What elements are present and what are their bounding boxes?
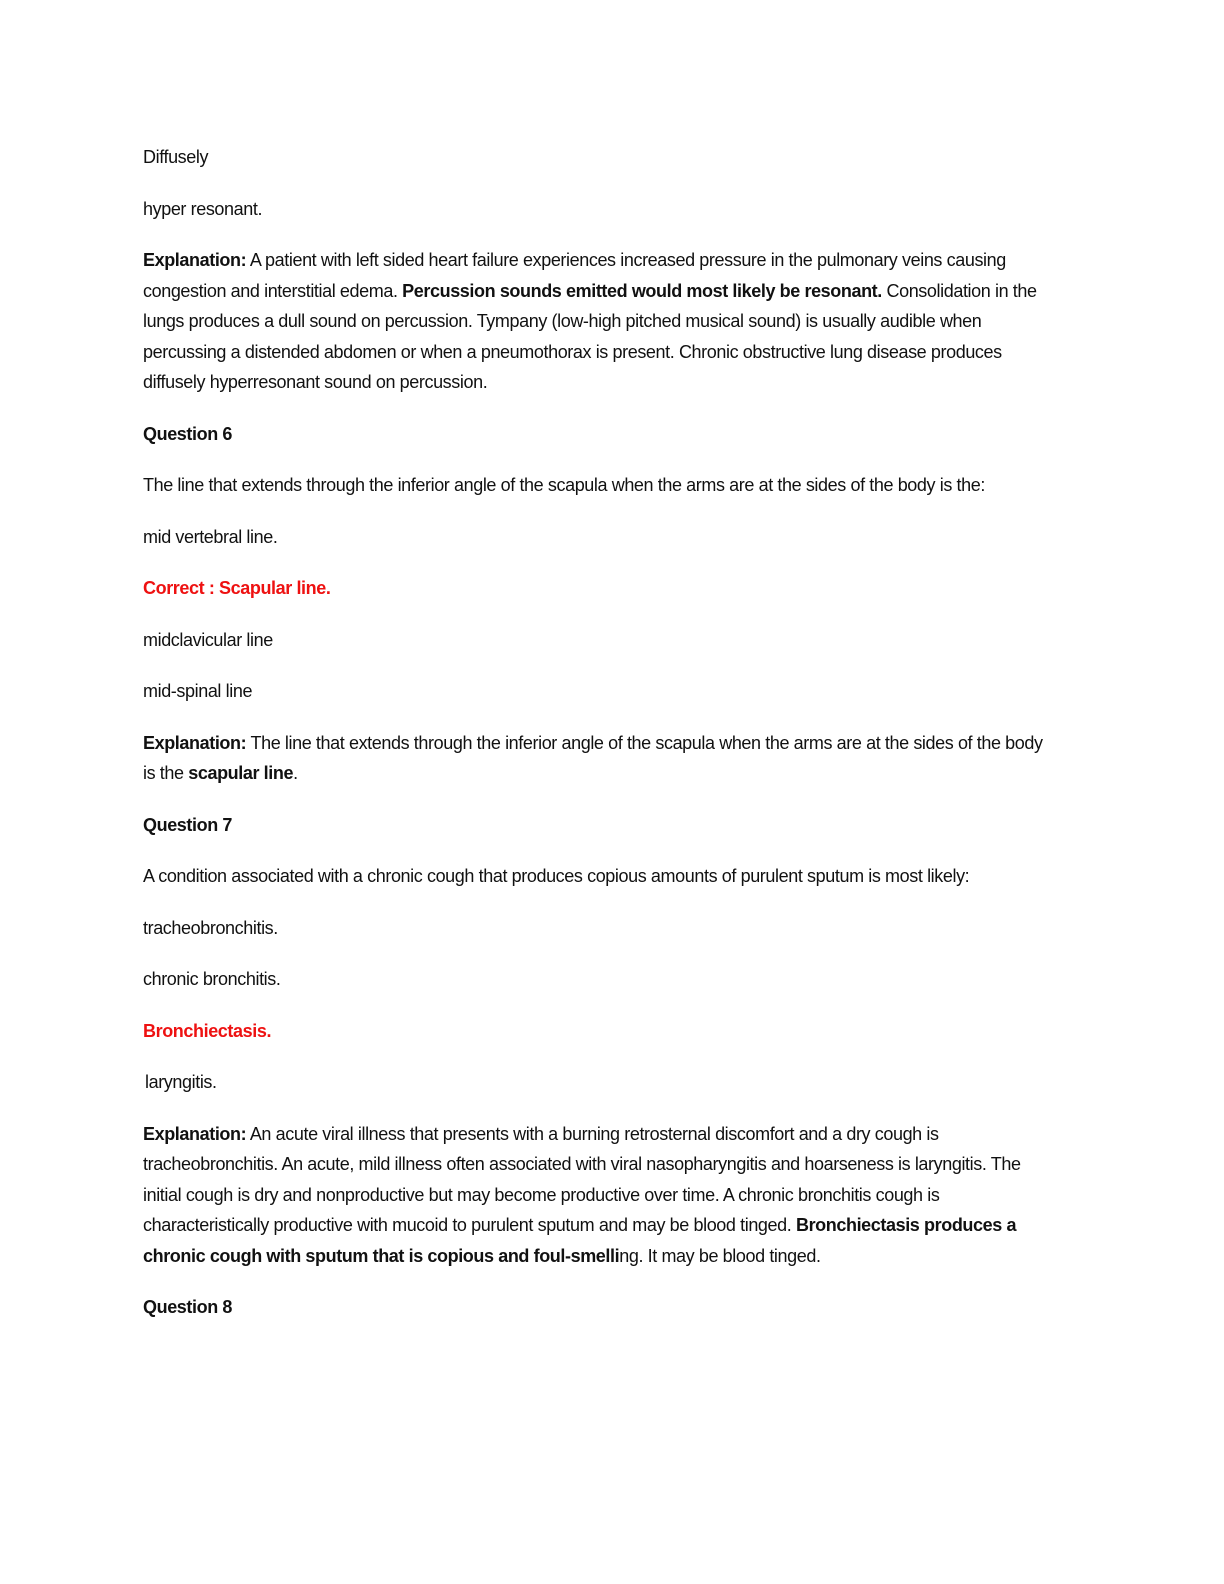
- explanation-text: .: [293, 763, 298, 783]
- answer-option-hyperresonant: hyper resonant.: [143, 198, 263, 219]
- question-heading-7: Question 7: [143, 814, 233, 835]
- answer-option: midclavicular line: [143, 629, 273, 650]
- explanation-text: An acute viral illness that presents with a burning retrosternal discomfort and a dry cough is tracheobronchitis. An acute, mild illness often associated with viral nasopharyngitis and hoarseness is laryngitis. The initial cough is dry and nonproductive but may become productive over time. A chronic bronchitis cough is characteristically productive with mucoid to purulent sputum and may be blood tinged.: [143, 1123, 1021, 1235]
- explanation-label: Explanation:: [143, 1123, 247, 1144]
- correct-answer: Correct : Scapular line.: [143, 578, 331, 598]
- explanation-q7: [143, 1119, 1058, 1272]
- answer-option: laryngitis.: [145, 1072, 217, 1092]
- explanation-label: Explanation:: [143, 250, 247, 270]
- answer-option: chronic bronchitis.: [143, 969, 281, 989]
- explanation-emphasis: scapular line: [188, 763, 294, 783]
- explanation-q6: [143, 728, 1058, 789]
- question-heading-6: Question 6: [143, 423, 233, 444]
- explanation-q5: [143, 245, 1058, 398]
- answer-option: mid vertebral line.: [143, 526, 278, 547]
- answer-option: mid-spinal line: [143, 681, 253, 701]
- explanation-label: Explanation:: [143, 732, 247, 753]
- question-stem-7: A condition associated with a chronic cough that produces copious amounts of purulent sputum is most likely:: [143, 866, 970, 886]
- question-heading-8: Question 8: [143, 1297, 233, 1317]
- correct-answer: Bronchiectasis.: [143, 1020, 272, 1041]
- explanation-emphasis: Percussion sounds emitted would most likely be resonant.: [402, 280, 882, 301]
- document-page: [143, 142, 1058, 1344]
- explanation-text: A patient with left sided heart failure experiences increased pressure in the pulmonary veins causing congestion and interstitial edema.: [143, 250, 1006, 301]
- explanation-text: Consolidation in the lungs produces a dull sound on percussion. Tympany (low-high pitched musical sound) is usually audible when percussing a distended abdomen or when a pneumothorax is present. Chronic obstructive lung disease produces diffusely hyperresonant sound on percussion.: [143, 280, 1037, 392]
- question-stem-6: The line that extends through the inferior angle of the scapula when the arms are at the sides of the body is the:: [143, 475, 985, 495]
- explanation-text: The line that extends through the inferior angle of the scapula when the arms are at the sides of the body is the: [143, 732, 1043, 783]
- explanation-emphasis: Bronchiectasis produces a chronic cough with sputum that is copious and foul-smelli: [143, 1215, 1017, 1266]
- explanation-text: ng. It may be blood tinged.: [619, 1245, 821, 1266]
- answer-option: tracheobronchitis.: [143, 917, 278, 938]
- answer-option-diffusely: Diffusely: [143, 147, 209, 167]
